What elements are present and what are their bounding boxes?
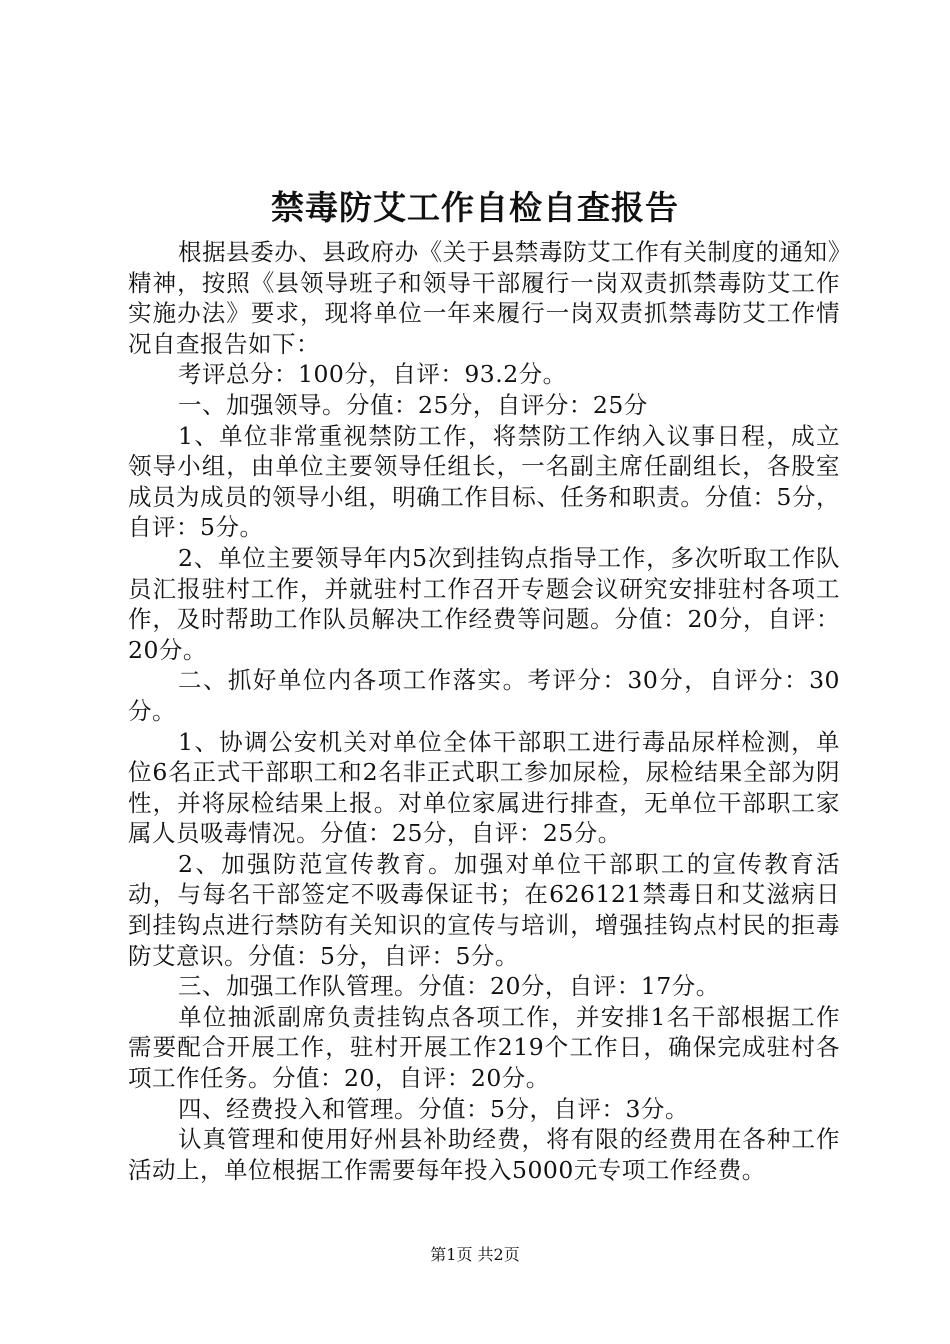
section-3-paragraph: 单位抽派副席负责挂钩点各项工作，并安排1名干部根据工作需要配合开展工作，驻村开展工作219个工作日，确保完成驻村各项工作任务。分值：20，自评：20分。 bbox=[128, 1002, 840, 1093]
section-heading-2: 二、抓好单位内各项工作落实。考评分：30分，自评分：30分。 bbox=[128, 666, 840, 725]
section-4-paragraph: 认真管理和使用好州县补助经费，将有限的经费用在各种工作活动上，单位根据工作需要每年投入5000元专项工作经费。 bbox=[128, 1125, 840, 1184]
section-2-item-2: 2、加强防范宣传教育。加强对单位干部职工的宣传教育活动，与每名干部签定不吸毒保证书；在626121禁毒日和艾滋病日到挂钩点进行禁防有关知识的宣传与培训，增强挂钩点村民的拒毒防艾意识。分值：5分，自评：5分。 bbox=[128, 849, 840, 970]
section-2-item-1: 1、协调公安机关对单位全体干部职工进行毒品尿样检测，单位6名正式干部职工和2名非正式职工参加尿检，尿检结果全部为阴性，并将尿检结果上报。对单位家属进行排查，无单位干部职工家属人员吸毒情况。分值：25分，自评：25分。 bbox=[128, 727, 840, 848]
intro-paragraph: 根据县委办、县政府办《关于县禁毒防艾工作有关制度的通知》精神，按照《县领导班子和领导干部履行一岗双责抓禁毒防艾工作实施办法》要求，现将单位一年来履行一岗双责抓禁毒防艾工作情况自查报告如下： bbox=[128, 238, 840, 358]
document-title: 禁毒防艾工作自检自查报告 bbox=[271, 188, 679, 227]
document-body bbox=[128, 237, 840, 1185]
total-score-line: 考评总分：100分，自评：93.2分。 bbox=[178, 360, 567, 389]
section-heading-3: 三、加强工作队管理。分值：20分，自评：17分。 bbox=[178, 972, 720, 1001]
section-heading-1: 一、加强领导。分值：25分，自评分：25分 bbox=[178, 390, 648, 419]
section-heading-4: 四、经费投入和管理。分值：5分，自评：3分。 bbox=[178, 1094, 689, 1123]
section-1-item-2: 2、单位主要领导年内5次到挂钩点指导工作，多次听取工作队员汇报驻村工作，并就驻村工作召开专题会议研究安排驻村各项工作，及时帮助工作队员解决工作经费等问题。分值：20分，自评：20分。 bbox=[128, 543, 840, 664]
page-footer: 第1页 共2页 bbox=[430, 1245, 520, 1264]
section-1-item-1: 1、单位非常重视禁防工作，将禁防工作纳入议事日程，成立领导小组，由单位主要领导任组长，一名副主席任副组长，各股室成员为成员的领导小组，明确工作目标、任务和职责。分值：5分，自评：5分。 bbox=[128, 421, 840, 542]
